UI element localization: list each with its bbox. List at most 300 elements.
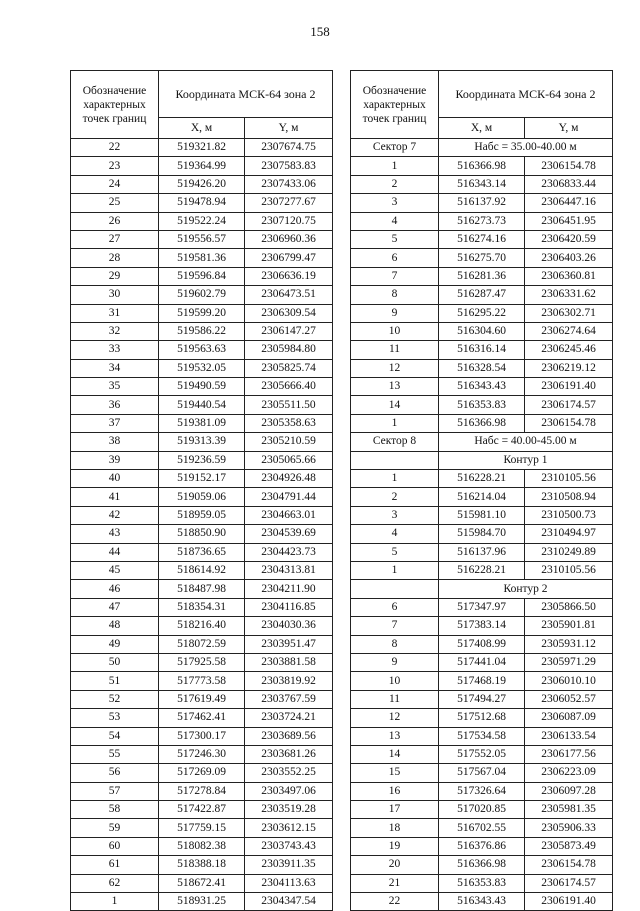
table-row [71,856,333,874]
x-coordinate: 516228.21 [439,470,525,488]
point-number: 8 [351,286,439,304]
table-row [71,341,333,359]
x-coordinate: 518672.41 [159,874,245,892]
y-coordinate: 2303881.58 [245,653,333,671]
point-number: 36 [71,396,159,414]
table-row [351,690,613,708]
y-coordinate: 2306087.09 [525,709,613,727]
point-number: 58 [71,801,159,819]
table-row [71,139,333,157]
point-number: 16 [351,782,439,800]
x-coordinate: 516304.60 [439,322,525,340]
point-number: 3 [351,506,439,524]
point-number: 30 [71,286,159,304]
y-coordinate: 2304313.81 [245,561,333,579]
table-row [71,543,333,561]
point-number: 3 [351,194,439,212]
coord-system-header: Координата МСК-64 зона 2 [159,71,333,118]
y-coordinate: 2306799.47 [245,249,333,267]
point-number: 11 [351,341,439,359]
y-coordinate: 2306274.64 [525,322,613,340]
point-number: 31 [71,304,159,322]
x-coordinate: 516376.86 [439,837,525,855]
point-number: 11 [351,690,439,708]
x-coordinate: 516316.14 [439,341,525,359]
point-number: 1 [351,157,439,175]
x-coordinate: 517278.84 [159,782,245,800]
y-coordinate: 2305666.40 [245,378,333,396]
y-coordinate: 2303951.47 [245,635,333,653]
blank-cell [351,580,439,598]
table-row [351,727,613,745]
point-number: 5 [351,543,439,561]
y-coordinate: 2307583.83 [245,157,333,175]
x-coordinate: 517619.49 [159,690,245,708]
contour-label: Контур 2 [439,580,613,598]
x-coordinate: 516343.14 [439,175,525,193]
point-number: 4 [351,525,439,543]
x-coordinate: 519556.57 [159,230,245,248]
point-number: 18 [351,819,439,837]
table-row [351,230,613,248]
table-row [351,267,613,285]
x-coordinate: 516275.70 [439,249,525,267]
y-coordinate: 2306473.51 [245,286,333,304]
point-number: 32 [71,322,159,340]
point-number: 1 [351,470,439,488]
y-coordinate: 2303612.15 [245,819,333,837]
x-coordinate: 519581.36 [159,249,245,267]
x-coordinate: 517925.58 [159,653,245,671]
x-coordinate: 518487.98 [159,580,245,598]
x-coordinate: 518959.05 [159,506,245,524]
table-row [71,378,333,396]
table-row [71,194,333,212]
y-coordinate: 2310508.94 [525,488,613,506]
point-number: 21 [351,874,439,892]
y-coordinate: 2304347.54 [245,893,333,911]
table-row [71,801,333,819]
sector-row [351,433,613,451]
y-coordinate: 2304539.69 [245,525,333,543]
y-coordinate: 2306154.78 [525,157,613,175]
x-header: X, м [439,118,525,139]
point-number: 52 [71,690,159,708]
point-number: 6 [351,598,439,616]
x-coordinate: 518082.38 [159,837,245,855]
table-row [351,819,613,837]
y-coordinate: 2306174.57 [525,396,613,414]
table-row [71,433,333,451]
sector-label: Сектор 8 [351,433,439,451]
x-coordinate: 519522.24 [159,212,245,230]
x-coordinate: 516702.55 [439,819,525,837]
point-number: 5 [351,230,439,248]
table-row [351,396,613,414]
point-number: 22 [71,139,159,157]
y-coordinate: 2305511.50 [245,396,333,414]
point-number: 38 [71,433,159,451]
y-coordinate: 2307433.06 [245,175,333,193]
y-coordinate: 2307120.75 [245,212,333,230]
y-coordinate: 2307674.75 [245,139,333,157]
table-row [71,598,333,616]
x-coordinate: 517494.27 [439,690,525,708]
y-coordinate: 2306154.78 [525,856,613,874]
table-row [71,304,333,322]
point-number: 1 [71,893,159,911]
table-row [351,488,613,506]
table-row [71,819,333,837]
table-row [71,230,333,248]
table-row [351,653,613,671]
x-coordinate: 519236.59 [159,451,245,469]
table-row [351,764,613,782]
y-coordinate: 2303724.21 [245,709,333,727]
table-row [71,561,333,579]
y-header: Y, м [525,118,613,139]
x-coordinate: 516366.98 [439,856,525,874]
x-coordinate: 519381.09 [159,414,245,432]
y-coordinate: 2303681.26 [245,745,333,763]
y-coordinate: 2303519.28 [245,801,333,819]
table-row [71,653,333,671]
table-row [71,874,333,892]
y-coordinate: 2305984.80 [245,341,333,359]
y-coordinate: 2306223.09 [525,764,613,782]
right-table-body [351,139,613,911]
x-coordinate: 519478.94 [159,194,245,212]
table-row [351,322,613,340]
x-coordinate: 516137.96 [439,543,525,561]
y-coordinate: 2303743.43 [245,837,333,855]
x-coordinate: 516343.43 [439,893,525,911]
sector-row [351,139,613,157]
y-coordinate: 2304030.36 [245,617,333,635]
point-number: 10 [351,672,439,690]
point-number: 10 [351,322,439,340]
point-number: 17 [351,801,439,819]
x-coordinate: 518736.65 [159,543,245,561]
x-coordinate: 517347.97 [439,598,525,616]
x-coordinate: 516287.47 [439,286,525,304]
table-row [351,470,613,488]
y-coordinate: 2306245.46 [525,341,613,359]
x-coordinate: 517759.15 [159,819,245,837]
x-coordinate: 519059.06 [159,488,245,506]
y-coordinate: 2303819.92 [245,672,333,690]
y-coordinate: 2306191.40 [525,378,613,396]
table-row [351,175,613,193]
table-row [351,782,613,800]
y-coordinate: 2306420.59 [525,230,613,248]
point-number: 12 [351,709,439,727]
y-coordinate: 2310105.56 [525,561,613,579]
x-coordinate: 519364.99 [159,157,245,175]
table-row [71,267,333,285]
point-number: 8 [351,635,439,653]
x-coordinate: 516281.36 [439,267,525,285]
table-row [71,745,333,763]
point-number: 40 [71,470,159,488]
point-number: 60 [71,837,159,855]
table-row [71,212,333,230]
y-coordinate: 2310494.97 [525,525,613,543]
point-number: 15 [351,764,439,782]
y-coordinate: 2306191.40 [525,893,613,911]
x-coordinate: 519602.79 [159,286,245,304]
table-row [71,893,333,911]
x-coordinate: 519532.05 [159,359,245,377]
y-coordinate: 2306451.95 [525,212,613,230]
point-number: 13 [351,727,439,745]
x-coordinate: 519586.22 [159,322,245,340]
x-coordinate: 519313.39 [159,433,245,451]
point-number: 39 [71,451,159,469]
table-row [71,635,333,653]
table-row [71,470,333,488]
y-coordinate: 2310500.73 [525,506,613,524]
y-coordinate: 2305210.59 [245,433,333,451]
left-table-body [71,139,333,911]
y-coordinate: 2306219.12 [525,359,613,377]
y-coordinate: 2306177.56 [525,745,613,763]
y-coordinate: 2306447.16 [525,194,613,212]
point-number: 9 [351,304,439,322]
point-number: 13 [351,378,439,396]
point-number: 44 [71,543,159,561]
table-row [71,175,333,193]
table-row [71,396,333,414]
y-coordinate: 2306833.44 [525,175,613,193]
x-coordinate: 516366.98 [439,414,525,432]
y-coordinate: 2305931.12 [525,635,613,653]
y-coordinate: 2303767.59 [245,690,333,708]
x-coordinate: 517326.64 [439,782,525,800]
table-row [351,286,613,304]
table-row [351,745,613,763]
contour-label: Контур 1 [439,451,613,469]
x-coordinate: 519440.54 [159,396,245,414]
table-row [71,782,333,800]
y-coordinate: 2310249.89 [525,543,613,561]
point-number: 41 [71,488,159,506]
x-coordinate: 516214.04 [439,488,525,506]
table-row [71,286,333,304]
table-row [351,874,613,892]
x-coordinate: 519563.63 [159,341,245,359]
y-coordinate: 2303689.56 [245,727,333,745]
point-number: 49 [71,635,159,653]
y-coordinate: 2305971.29 [525,653,613,671]
x-coordinate: 517552.05 [439,745,525,763]
y-coordinate: 2303552.25 [245,764,333,782]
x-coordinate: 517246.30 [159,745,245,763]
point-number: 2 [351,488,439,506]
x-coordinate: 518072.59 [159,635,245,653]
point-number: 4 [351,212,439,230]
y-coordinate: 2304113.63 [245,874,333,892]
table-row [351,212,613,230]
y-coordinate: 2306403.26 [525,249,613,267]
table-row [351,249,613,267]
x-coordinate: 515984.70 [439,525,525,543]
x-coordinate: 517020.85 [439,801,525,819]
page-number: 158 [310,24,330,39]
point-header: Обозначение характерных точек границ [351,71,439,139]
y-coordinate: 2306636.19 [245,267,333,285]
x-coordinate: 518388.18 [159,856,245,874]
y-coordinate: 2303911.35 [245,856,333,874]
x-coordinate: 518931.25 [159,893,245,911]
x-header: X, м [159,118,245,139]
point-number: 22 [351,893,439,911]
y-coordinate: 2306097.28 [525,782,613,800]
y-coordinate: 2304423.73 [245,543,333,561]
point-number: 43 [71,525,159,543]
point-number: 25 [71,194,159,212]
table-row [351,506,613,524]
point-number: 42 [71,506,159,524]
point-number: 26 [71,212,159,230]
x-coordinate: 516328.54 [439,359,525,377]
table-row [351,598,613,616]
y-coordinate: 2306154.78 [525,414,613,432]
x-coordinate: 517441.04 [439,653,525,671]
x-coordinate: 517468.19 [439,672,525,690]
x-coordinate: 518354.31 [159,598,245,616]
x-coordinate: 516273.73 [439,212,525,230]
x-coordinate: 518850.90 [159,525,245,543]
table-row [351,837,613,855]
x-coordinate: 516228.21 [439,561,525,579]
table-row [351,801,613,819]
table-row [351,561,613,579]
point-number: 1 [351,414,439,432]
table-row [71,690,333,708]
y-coordinate: 2304791.44 [245,488,333,506]
table-row [71,488,333,506]
blank-cell [351,451,439,469]
table-row [71,359,333,377]
x-coordinate: 519596.84 [159,267,245,285]
point-number: 1 [351,561,439,579]
contour-row [351,580,613,598]
x-coordinate: 518614.92 [159,561,245,579]
table-row [351,157,613,175]
coordinates-table-left [70,70,333,911]
x-coordinate: 516353.83 [439,874,525,892]
point-number: 35 [71,378,159,396]
y-coordinate: 2306360.81 [525,267,613,285]
point-number: 7 [351,617,439,635]
x-coordinate: 519152.17 [159,470,245,488]
y-coordinate: 2306331.62 [525,286,613,304]
point-number: 59 [71,819,159,837]
point-number: 53 [71,709,159,727]
x-coordinate: 519426.20 [159,175,245,193]
table-row [71,837,333,855]
table-row [71,525,333,543]
x-coordinate: 517422.87 [159,801,245,819]
x-coordinate: 517773.58 [159,672,245,690]
x-coordinate: 516343.43 [439,378,525,396]
table-row [71,506,333,524]
y-header: Y, м [245,118,333,139]
x-coordinate: 516137.92 [439,194,525,212]
y-coordinate: 2303497.06 [245,782,333,800]
table-row [71,580,333,598]
table-row [351,341,613,359]
coordinates-table-right [350,70,613,911]
y-coordinate: 2305906.33 [525,819,613,837]
y-coordinate: 2305065.66 [245,451,333,469]
x-coordinate: 517462.41 [159,709,245,727]
point-number: 45 [71,561,159,579]
table-row [351,856,613,874]
table-row [351,525,613,543]
point-number: 55 [71,745,159,763]
table-row [71,672,333,690]
x-coordinate: 517567.04 [439,764,525,782]
table-row [351,543,613,561]
table-row [351,672,613,690]
contour-row [351,451,613,469]
height-range-note: Набс = 35.00-40.00 м [439,139,613,157]
point-number: 20 [351,856,439,874]
table-row [351,709,613,727]
point-number: 56 [71,764,159,782]
point-number: 28 [71,249,159,267]
y-coordinate: 2305901.81 [525,617,613,635]
point-number: 48 [71,617,159,635]
point-number: 54 [71,727,159,745]
table-row [351,893,613,911]
x-coordinate: 515981.10 [439,506,525,524]
y-coordinate: 2306960.36 [245,230,333,248]
point-number: 9 [351,653,439,671]
x-coordinate: 517300.17 [159,727,245,745]
table-row [71,617,333,635]
table-row [351,617,613,635]
y-coordinate: 2305873.49 [525,837,613,855]
y-coordinate: 2304211.90 [245,580,333,598]
x-coordinate: 516366.98 [439,157,525,175]
point-number: 6 [351,249,439,267]
y-coordinate: 2310105.56 [525,470,613,488]
y-coordinate: 2305866.50 [525,598,613,616]
point-number: 57 [71,782,159,800]
coord-system-header: Координата МСК-64 зона 2 [439,71,613,118]
point-number: 29 [71,267,159,285]
point-number: 12 [351,359,439,377]
x-coordinate: 516353.83 [439,396,525,414]
point-number: 37 [71,414,159,432]
x-coordinate: 519490.59 [159,378,245,396]
y-coordinate: 2304926.48 [245,470,333,488]
y-coordinate: 2304663.01 [245,506,333,524]
table-row [71,249,333,267]
x-coordinate: 516274.16 [439,230,525,248]
y-coordinate: 2304116.85 [245,598,333,616]
point-number: 19 [351,837,439,855]
table-row [71,451,333,469]
table-row [351,194,613,212]
point-number: 51 [71,672,159,690]
point-number: 27 [71,230,159,248]
x-coordinate: 517512.68 [439,709,525,727]
y-coordinate: 2306010.10 [525,672,613,690]
